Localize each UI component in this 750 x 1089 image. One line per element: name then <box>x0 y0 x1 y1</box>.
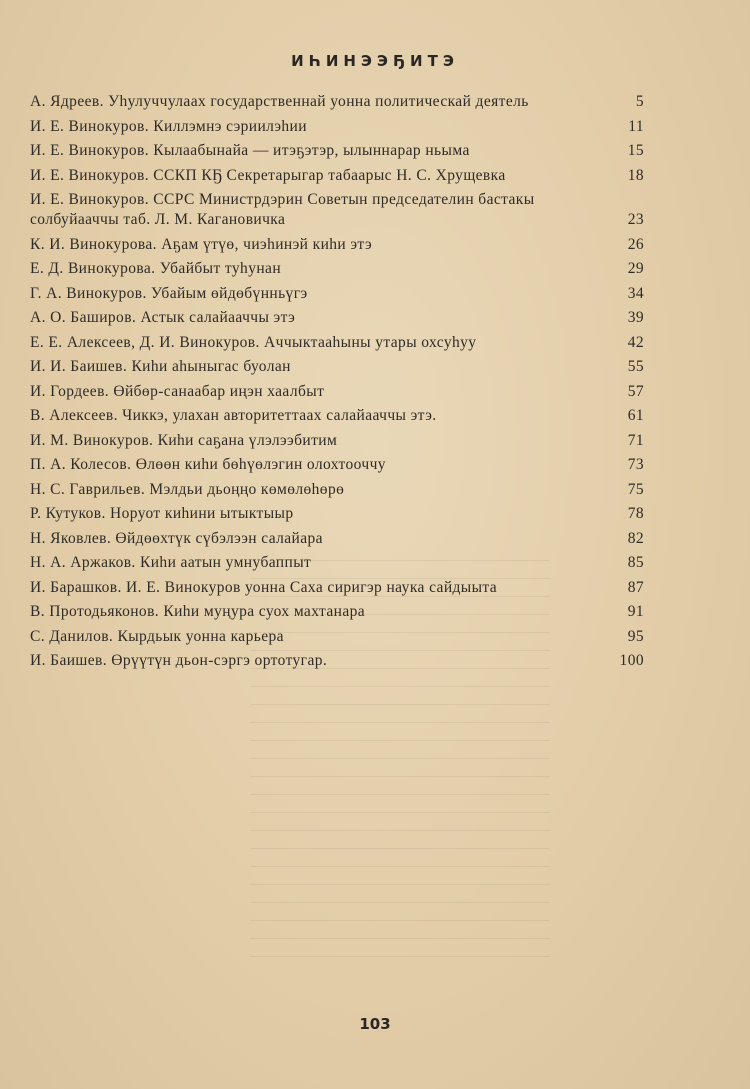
toc-entry-title: В. Протодьяконов. Киһи муңура суох махтанара <box>30 603 366 620</box>
toc-entry-page: 78 <box>627 505 644 522</box>
toc-entry-page: 91 <box>627 603 644 620</box>
table-of-contents <box>30 92 648 676</box>
toc-entry-title: Е. Е. Алексеев, Д. И. Винокуров. Аччыктааһыны утары охсуһуу <box>30 333 477 351</box>
toc-entry-page: 100 <box>619 652 644 669</box>
toc-entry <box>30 406 648 426</box>
toc-entry-page: 61 <box>627 407 644 424</box>
toc-entry-title: И. Барашков. И. Е. Винокуров уонна Саха сиригэр наука сайдыыта <box>30 578 498 596</box>
toc-entry-title: Н. А. Аржаков. Киһи аатын умнубаппыт <box>30 554 312 571</box>
toc-entry-title: И. Е. Винокуров. Киллэмнэ сэриилэһии <box>30 117 307 135</box>
toc-entry-title: Р. Кутуков. Норуот киһини ытыктыыр <box>30 505 294 522</box>
toc-entry-title: Н. С. Гаврильев. Мэлдьи дьоңңо көмөлөһөрө <box>30 480 345 498</box>
toc-entry <box>30 333 648 353</box>
toc-entry-title: А. Ядреев. Уһулуччулаах государственнай уонна политическай деятель <box>30 93 529 110</box>
toc-entry <box>30 235 648 255</box>
toc-entry <box>30 308 648 328</box>
toc-entry <box>30 651 648 671</box>
toc-entry-page: 85 <box>627 554 644 571</box>
toc-entry-page: 39 <box>627 309 644 326</box>
page-number: 103 <box>359 1015 391 1033</box>
toc-entry-title: И. Гордеев. Өйбөр-санаабар иңэн хаалбыт <box>30 382 325 400</box>
toc-entry-title: А. О. Баширов. Астык салайааччы этэ <box>30 309 296 326</box>
toc-entry-page: 34 <box>627 284 644 302</box>
toc-entry <box>30 431 648 451</box>
toc-entry <box>30 480 648 500</box>
toc-entry <box>30 357 648 377</box>
toc-entry-title: К. И. Винокурова. Аҕам үтүө, чиэһинэй киһи этэ <box>30 235 373 253</box>
toc-entry <box>30 578 648 598</box>
toc-entry-page: 42 <box>627 333 644 351</box>
toc-entry-title: И. И. Баишев. Киһи аһыныгас буолан <box>30 358 291 375</box>
toc-entry-title: Е. Д. Винокурова. Убайбыт туһунан <box>30 260 282 277</box>
toc-entry-page: 11 <box>628 117 644 135</box>
toc-entry-page: 15 <box>627 142 644 159</box>
toc-entry-page: 23 <box>627 211 644 228</box>
toc-entry-page: 57 <box>627 382 644 400</box>
toc-entry-page: 75 <box>627 480 644 498</box>
toc-entry <box>30 117 648 137</box>
toc-entry-page: 26 <box>627 235 644 253</box>
toc-entry <box>30 141 648 161</box>
toc-entry-title: П. А. Колесов. Өлөөн киһи бөһүөлэгин олохтооччу <box>30 456 386 473</box>
toc-entry <box>30 504 648 524</box>
toc-entry <box>30 602 648 622</box>
toc-entry-title: И. Е. Винокуров. Кылаабынайа — итэҕэтэр, ылыннарар ньыма <box>30 142 470 159</box>
toc-entry-page: 55 <box>627 358 644 375</box>
toc-entry-title: С. Данилов. Кырдьык уонна карьера <box>30 627 284 645</box>
toc-entry-page: 5 <box>635 93 644 110</box>
toc-entry-title: И. Е. Винокуров. ССКП КҔ Секретарыгар табаарыс Н. С. Хрущевка <box>30 166 506 184</box>
toc-entry <box>30 259 648 279</box>
toc-entry-title: И. М. Винокуров. Киһи саҕана үлэлээбитим <box>30 431 338 449</box>
toc-entry-page: 73 <box>627 456 644 473</box>
toc-entry <box>30 382 648 402</box>
toc-entry <box>30 627 648 647</box>
toc-entry-title: Г. А. Винокуров. Убайым өйдөбүнньүгэ <box>30 284 308 302</box>
toc-entry <box>30 190 648 230</box>
page-title: ИҺИНЭЭҔИТЭ <box>291 52 459 70</box>
toc-entry <box>30 284 648 304</box>
toc-entry-title: В. Алексеев. Чиккэ, улахан авторитеттаах салайааччы этэ. <box>30 407 437 424</box>
toc-entry-page: 82 <box>627 529 644 547</box>
toc-entry-title: И. Е. Винокуров. ССРС Министрдэрин Советын председателин бастакы солбуйааччы таб. Л. М. Кагановичка <box>30 191 535 228</box>
toc-entry-page: 18 <box>627 166 644 184</box>
toc-entry-page: 71 <box>627 431 644 449</box>
toc-entry <box>30 529 648 549</box>
toc-entry-page: 29 <box>627 260 644 277</box>
toc-entry-title: Н. Яковлев. Өйдөөхтүк сүбэлээн салайара <box>30 529 323 547</box>
toc-entry <box>30 166 648 186</box>
toc-entry <box>30 92 648 112</box>
toc-entry-page: 95 <box>627 627 644 645</box>
toc-entry <box>30 553 648 573</box>
toc-entry-title: И. Баишев. Өрүүтүн дьон-сэргэ ортотугар. <box>30 652 328 669</box>
toc-entry-page: 87 <box>627 578 644 596</box>
toc-entry <box>30 455 648 475</box>
